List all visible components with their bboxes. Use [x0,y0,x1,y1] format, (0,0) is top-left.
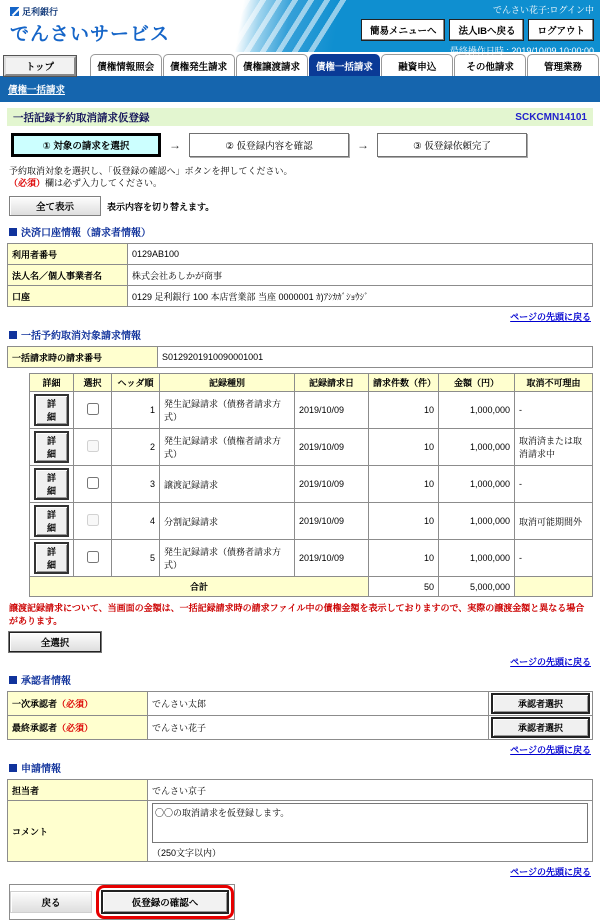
user-number-label: 利用者番号 [8,244,128,265]
table-row [8,780,593,801]
section-square-icon [9,764,17,772]
reason-cell: 取消済または取消請求中 [515,429,593,466]
record-date-cell: 2019/10/09 [295,540,369,577]
col-detail: 詳細 [30,374,74,392]
total-count: 50 [369,577,439,597]
account-label: 口座 [8,286,128,307]
count-cell: 10 [369,392,439,429]
section-heading-batch: 一括予約取消対象請求情報 [9,327,593,342]
corporate-ib-button[interactable]: 法人IBへ戻る [449,19,524,41]
app-header [0,0,600,56]
page-title: 一括記録予約取消請求仮登録 [13,111,150,124]
detail-button[interactable]: 詳細 [34,431,69,463]
simple-menu-button[interactable]: 簡易メニューへ [361,19,446,41]
col-record-type: 記録種別 [160,374,295,392]
last-operation-datetime: 最終操作日時 : 2019/10/09 10:00:00 [449,46,594,56]
account-info-table [7,243,593,307]
transfer-amount-note: 譲渡記録請求について、当画面の金額は、一括記録請求時の請求ファイル中の債権金額を表示しておりますので、実際の譲渡金額と異なる場合があります。 [9,603,585,627]
record-type-cell: 発生記録請求（債務者請求方式） [160,540,295,577]
count-cell: 10 [369,503,439,540]
section-heading-account: 決済口座情報（請求者情報） [9,224,593,239]
logout-button[interactable]: ログアウト [528,19,594,41]
tab-kanri-gyomu[interactable]: 管理業務 [527,54,599,76]
table-row [8,692,593,716]
staff-value: でんさい京子 [148,780,593,801]
sub-nav-bar [0,76,600,102]
footer-button-bar [9,884,593,920]
record-type-cell: 発生記録請求（債権者請求方式） [160,429,295,466]
select-all-button[interactable]: 全選択 [9,632,101,652]
cancel-target-table [29,373,593,597]
bank-logo-icon [10,7,19,16]
total-reason-empty [515,577,593,597]
back-button[interactable]: 戻る [10,891,92,913]
record-date-cell: 2019/10/09 [295,392,369,429]
required-mark: （必須） [9,178,46,189]
section-square-icon [9,228,17,236]
count-cell: 10 [369,429,439,466]
reason-cell: - [515,540,593,577]
table-row [30,429,593,466]
col-header-no: ヘッダ順 [112,374,160,392]
table-row [8,716,593,740]
section-square-icon [9,676,17,684]
table-row [30,540,593,577]
table-row [8,801,593,862]
select-checkbox[interactable] [87,551,99,563]
detail-button[interactable]: 詳細 [34,468,69,500]
header-decoration-stripes [212,0,354,52]
tab-saiken-hassei-seikyu[interactable]: 債権発生請求 [163,54,235,76]
comment-cell [148,801,593,862]
confirm-registration-button[interactable]: 仮登録の確認へ [101,890,229,914]
record-type-cell: 発生記録請求（債務者請求方式） [160,392,295,429]
reason-cell: 取消可能期間外 [515,503,593,540]
amount-cell: 1,000,000 [439,466,515,503]
account-value: 0129 足利銀行 100 本店営業部 当座 0000001 ｶ)ｱｼｶｶﾞｼｮｳｼﾞ [128,286,593,307]
amount-cell: 1,000,000 [439,503,515,540]
instruction-line-1: 予約取消対象を選択し、「仮登録の確認へ」ボタンを押してください。 [9,166,293,176]
header-no-cell: 4 [112,503,160,540]
final-approver-value: でんさい花子 [148,716,489,740]
primary-approver-label: 一次承認者（必須） [8,692,148,716]
tab-saiken-joho-shokai[interactable]: 債権情報照会 [90,54,162,76]
count-cell: 10 [369,540,439,577]
instruction-line-2: （必須）欄は必ず入力してください。 [9,178,163,189]
header-no-cell: 2 [112,429,160,466]
header-no-cell: 1 [112,392,160,429]
table-header-row [30,374,593,392]
section-heading-approver: 承認者情報 [9,672,593,687]
show-all-note: 表示内容を切り替えます。 [107,201,215,212]
amount-cell: 1,000,000 [439,392,515,429]
table-row [8,265,593,286]
table-row [30,466,593,503]
header-no-cell: 3 [112,466,160,503]
detail-button[interactable]: 詳細 [34,542,69,574]
request-number-table [7,346,593,368]
staff-label: 担当者 [8,780,148,801]
show-all-button[interactable]: 全て表示 [9,196,101,216]
primary-approver-value: でんさい太郎 [148,692,489,716]
back-to-top-link[interactable]: ページの先頭に戻る [510,745,591,756]
final-approver-label: 最終承認者（必須） [8,716,148,740]
tab-sonota-seikyu[interactable]: その他請求 [454,54,526,76]
back-to-top-link[interactable]: ページの先頭に戻る [510,867,591,878]
record-date-cell: 2019/10/09 [295,503,369,540]
record-type-cell: 譲渡記録請求 [160,466,295,503]
breadcrumb-link[interactable]: 債権一括請求 [8,85,66,96]
col-amount: 金額（円） [439,374,515,392]
amount-cell: 1,000,000 [439,429,515,466]
confirm-button-highlight-ring [96,885,234,919]
total-label: 合計 [30,577,369,597]
step-2-confirm: ② 仮登録内容を確認 [189,133,349,157]
corporate-name-label: 法人名／個人事業者名 [8,265,128,286]
tab-yushi-moshikomi[interactable]: 融資申込 [381,54,453,76]
request-number-value: S0129201910090001001 [158,347,593,368]
section-square-icon [9,331,17,339]
table-row [30,503,593,540]
step-arrow-icon: → [169,138,181,152]
service-name: でんさいサービス [10,24,171,45]
amount-cell: 1,000,000 [439,540,515,577]
back-to-top-link[interactable]: ページの先頭に戻る [510,312,591,323]
step-indicator [11,133,593,157]
total-amount: 5,000,000 [439,577,515,597]
bank-name: 足利銀行 [22,7,59,17]
detail-button[interactable]: 詳細 [34,505,69,537]
table-row [8,244,593,265]
tab-saiken-ikkatsu-seikyu[interactable]: 債権一括請求 [309,54,381,76]
record-type-cell: 分割記録請求 [160,503,295,540]
request-number-label: 一括請求時の請求番号 [8,347,158,368]
user-number-value: 0129AB100 [128,244,593,265]
record-date-cell: 2019/10/09 [295,466,369,503]
approver-table [7,691,593,740]
page-title-bar [7,108,593,126]
application-table [7,779,593,862]
bank-logo [10,5,170,46]
final-approver-select-button[interactable]: 承認者選択 [491,717,590,738]
col-select: 選択 [74,374,112,392]
record-date-cell: 2019/10/09 [295,429,369,466]
select-checkbox-disabled [87,514,99,526]
table-row [30,392,593,429]
login-user-status: でんさい花子:ログイン中 [492,5,594,15]
corporate-name-value: 株式会社あしかが商事 [128,265,593,286]
section-heading-application: 申請情報 [9,760,593,775]
col-record-date: 記録請求日 [295,374,369,392]
detail-button[interactable]: 詳細 [34,394,69,426]
table-row [8,347,593,368]
screen-id: SCKCMN14101 [515,111,587,123]
step-1-select-target: ① 対象の請求を選択 [11,133,161,157]
col-cancel-reason: 取消不可理由 [515,374,593,392]
tab-top[interactable]: トップ [4,56,76,76]
back-to-top-link[interactable]: ページの先頭に戻る [510,657,591,668]
col-count: 請求件数（件） [369,374,439,392]
header-no-cell: 5 [112,540,160,577]
select-checkbox[interactable] [87,403,99,415]
select-checkbox[interactable] [87,477,99,489]
table-total-row [30,577,593,597]
comment-label: コメント [8,801,148,862]
count-cell: 10 [369,466,439,503]
step-arrow-icon: → [357,138,369,152]
reason-cell: - [515,466,593,503]
tab-saiken-joto-seikyu[interactable]: 債権譲渡請求 [236,54,308,76]
step-3-complete: ③ 仮登録依頼完了 [377,133,527,157]
select-checkbox-disabled [87,440,99,452]
table-row [8,286,593,307]
comment-textarea[interactable] [152,803,588,843]
comment-char-limit: （250文字以内） [152,848,222,859]
reason-cell: - [515,392,593,429]
primary-approver-select-button[interactable]: 承認者選択 [491,693,590,714]
